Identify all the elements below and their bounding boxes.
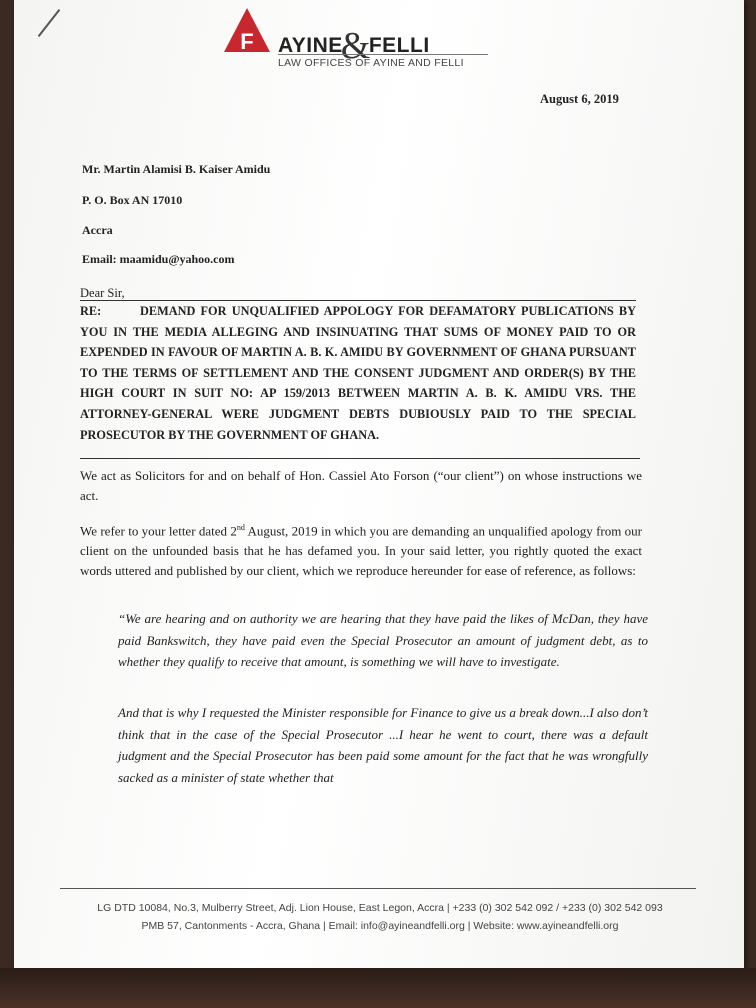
- quote-paragraph-2: And that is why I requested the Minister responsible for Finance to give us a break down...I also don’t think that in the case of the Special Prosecutor ...I hear he went to court, there was a default judgment and the Special Prosecutor has been paid some amount for the fact that he was wrongfully sacked as a minister of state whether that: [118, 705, 648, 785]
- salutation: Dear Sir,: [80, 286, 125, 300]
- firm-name-ampersand: &: [340, 25, 371, 67]
- firm-name-right: FELLI: [368, 34, 430, 57]
- letterhead: [222, 6, 492, 70]
- footer-address-line: LG DTD 10084, No.3, Mulberry Street, Adj. Lion House, East Legon, Accra | +233 (0) 302 542 092 / +233 (0) 302 542 093: [97, 902, 663, 914]
- table-background: [0, 968, 756, 1008]
- footer-contact-line: PMB 57, Cantonments - Accra, Ghana | Email: info@ayineandfelli.org | Website: www.ayineandfelli.org: [141, 920, 619, 932]
- re-text: DEMAND FOR UNQUALIFIED APPOLOGY FOR DEFAMATORY PUBLICATIONS BY YOU IN THE MEDIA ALLEGING AND INSINUATING THAT SUMS OF MONEY PAID TO OR EXPENDED IN FAVOUR OF MARTIN A. B. K. AMIDU BY GOVERNMENT OF GHANA PURSUANT TO THE TERMS OF SETTLEMENT AND THE CONSENT JUDGMENT AND ORDER(S) BY THE HIGH COURT IN SUIT NO: AP 159/2013 BETWEEN MARTIN A. B. K. AMIDU VRS. THE ATTORNEY-GENERAL WERE JUDGMENT DEBTS DUBIOUSLY PAID TO THE SPECIAL PROSECUTOR BY THE GOVERNMENT OF GHANA.: [80, 304, 636, 442]
- para2-before: We refer to your letter dated 2: [80, 523, 237, 539]
- recipient-email: Email: maamidu@yahoo.com: [82, 252, 235, 266]
- footer-rule: [60, 888, 696, 889]
- logo-letter: F: [240, 29, 254, 54]
- recipient-po-box: P. O. Box AN 17010: [82, 193, 183, 207]
- re-rule-bottom: [80, 458, 640, 459]
- re-subject: [80, 301, 636, 445]
- firm-name-left: AYINE: [278, 34, 343, 57]
- firm-subtitle: LAW OFFICES OF AYINE AND FELLI: [278, 54, 488, 69]
- letter-date: August 6, 2019: [540, 92, 619, 106]
- body-paragraph-2: [80, 518, 642, 581]
- firm-logo-icon: [222, 6, 272, 54]
- body-paragraph-1: We act as Solicitors for and on behalf of Hon. Cassiel Ato Forson (“our client”) on whose instructions we act.: [80, 468, 642, 503]
- re-label: RE:: [80, 304, 102, 318]
- quote-paragraph-1: “We are hearing and on authority we are hearing that they have paid the likes of McDan, they have paid Bankswitch, they have paid even the Special Prosecutor an amount of judgment debt, as to whether they qualify to receive that amount, is something we will have to investigate.: [118, 611, 648, 669]
- recipient-city: Accra: [82, 223, 113, 237]
- para2-after: August, 2019 in which you are demanding an unqualified apology from our client on the unfounded basis that he has defamed you. In your said letter, you rightly quoted the exact words uttered and published by our client, which we reproduce hereunder for ease of reference, as follows:: [80, 523, 643, 579]
- para2-superscript: nd: [236, 523, 245, 532]
- recipient-name: Mr. Martin Alamisi B. Kaiser Amidu: [82, 162, 271, 176]
